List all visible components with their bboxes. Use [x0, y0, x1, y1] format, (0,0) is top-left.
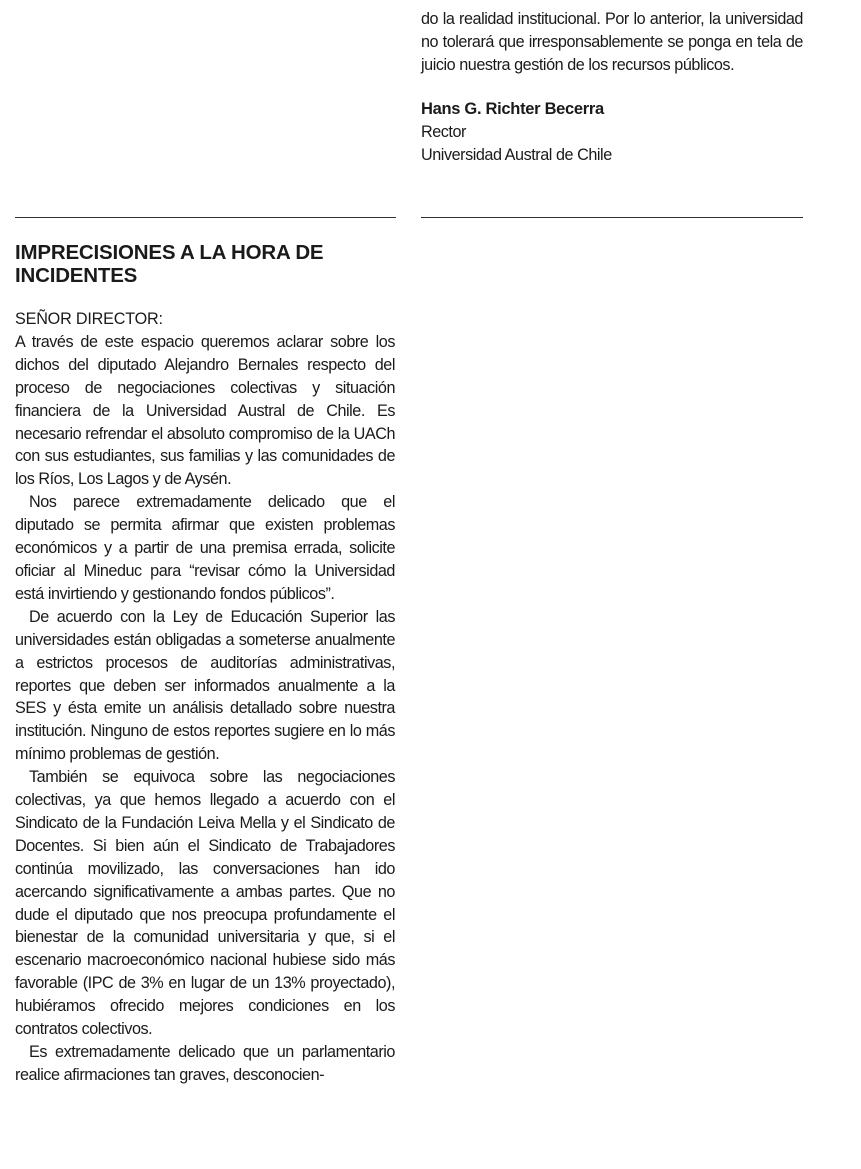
previous-letter-continuation: do la realidad institucional. Por lo anterior, la universidad no tolerará que irresponsablemente se ponga en tela de juicio nuestra gestión de los recursos públicos.: [421, 10, 803, 74]
signature-name: Hans G. Richter Becerra: [421, 99, 604, 118]
signature-title: Rector: [421, 122, 466, 141]
letter-imprecisiones: [15, 241, 395, 1087]
column-divider-right: [421, 217, 803, 218]
letter-paragraph-1: A través de este espacio queremos aclarar sobre los dichos del diputado Alejandro Bernales respecto del proceso de negociaciones colectivas y situación financiera de la Universidad Austral de Chile. Es necesario refrendar el absoluto compromiso de la UACh con sus estudiantes, sus familias y las comunidades de los Ríos, Los Lagos y de Aysén.: [15, 332, 395, 489]
letter-paragraph-5: Es extremadamente delicado que un parlamentario realice afirmaciones tan graves, desconocien-: [15, 1043, 395, 1084]
previous-letter-ending: [421, 8, 803, 167]
letter-paragraph-3: De acuerdo con la Ley de Educación Superior las universidades están obligadas a someterse anualmente a estrictos procesos de auditorías administrativas, reportes que deben ser informados anualmente a la SES y ésta emite un análisis detallado sobre nuestra institución. Ninguno de estos reportes sugiere en lo más mínimo problemas de gestión.: [15, 607, 395, 764]
letter-salutation: SEÑOR DIRECTOR:: [15, 310, 163, 328]
letter-paragraph-2: Nos parece extremadamente delicado que el diputado se permita afirmar que existen problemas económicos y a partir de una premisa errada, solicite oficiar al Mineduc para “revisar cómo la Universidad está invirtiendo y gestionando fondos públicos”.: [15, 493, 395, 603]
signature-institution: Universidad Austral de Chile: [421, 145, 612, 164]
letter-headline: IMPRECISIONES A LA HORA DE INCIDENTES: [15, 241, 324, 287]
letter-paragraph-4: También se equivoca sobre las negociaciones colectivas, ya que hemos llegado a acuerdo con el Sindicato de la Fundación Leiva Mella y el Sindicato de Docentes. Si bien aún el Sindicato de Trabajadores continúa movilizado, las conversaciones han ido acercando significativamente a ambas partes. Que no dude el diputado que nos preocupa profundamente el bienestar de la comunidad universitaria y que, si el escenario macroeconómico nacional hubiese sido más favorable (IPC de 3% en lugar de un 13% proyectado), hubiéramos ofrecido mejores condiciones en los contratos colectivos.: [15, 768, 395, 1039]
signature-block: [421, 98, 803, 167]
column-divider-left: [15, 217, 396, 218]
